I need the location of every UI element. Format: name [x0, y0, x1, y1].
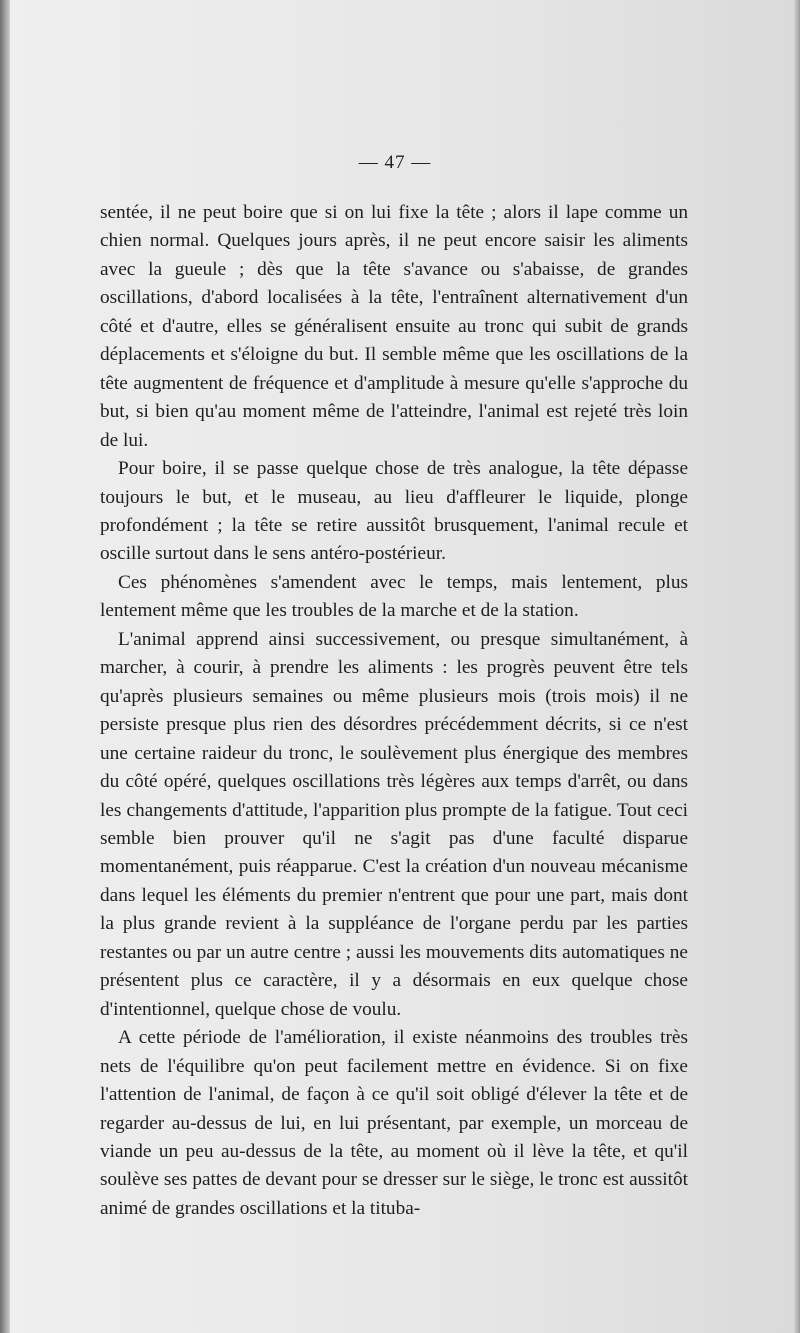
- body-text: [100, 199, 688, 1223]
- page-number-header: — 47 —: [358, 152, 432, 173]
- paragraph-improvement: Ces phénomènes s'amendent avec le temps, mais lentement, plus lentement même que les troubles de la marche et de la station.: [100, 571, 688, 622]
- paragraph-drinking: Pour boire, il se passe quelque chose de très analogue, la tête dépasse toujours le but, et le museau, au lieu d'affleurer le liquide, plonge profondément ; la tête se retire aussitôt brusquement, l'animal recule et oscille surtout dans le sens antéro-postérieur.: [100, 458, 688, 565]
- paragraph-recovery: L'animal apprend ainsi successivement, ou presque simultanément, à marcher, à courir, à prendre les aliments : les progrès peuvent être tels qu'après plusieurs semaines ou même plusieurs mois (trois mois) il ne persiste presque plus rien des désordres précédemment décrits, si ce n'est une certaine raideur du tronc, le soulèvement plus énergique des membres du côté opéré, quelques oscillations très légères aux temps d'arrêt, ou dans les changements d'attitude, l'apparition plus prompte de la fatigue. Tout ceci semble bien prouver qu'il ne s'agit pas d'une faculté disparue momentanément, puis réapparue. C'est la création d'un nouveau mécanisme dans lequel les éléments du premier n'entrent que pour une part, mais dont la plus grande revient à la suppléance de l'organe perdu par les parties restantes ou par un autre centre ; aussi les mouvements dits automatiques ne présentent plus ce caractère, il y a désormais en eux quelque chose d'intentionnel, quelque chose de voulu.: [100, 628, 688, 1020]
- paragraph-continuation: sentée, il ne peut boire que si on lui fixe la tête ; alors il lape comme un chien normal. Quelques jours après, il ne peut encore saisir les aliments avec la gueule ; dès que la tête s'avance ou s'abaisse, de grandes oscillations, d'abord localisées à la tête, l'entraînent alternativement d'un côté et d'autre, elles se généralisent ensuite au tronc qui subit de grands déplacements et s'éloigne du but. Il semble même que les oscillations de la tête augmentent de fréquence et d'amplitude à mesure qu'elle s'approche du but, si bien qu'au moment même de l'atteindre, l'animal est rejeté très loin de lui.: [100, 202, 688, 451]
- paragraph-equilibrium: A cette période de l'amélioration, il existe néanmoins des troubles très nets de l'équilibre qu'on peut facilement mettre en évidence. Si on fixe l'attention de l'animal, de façon à ce qu'il soit obligé d'élever la tête et de regarder au-dessus de lui, en lui présentant, par exemple, un morceau de viande un peu au-dessus de la tête, au moment où il lève la tête, et qu'il soulève ses pattes de devant pour se dresser sur le siège, le tronc est aussitôt animé de grandes oscillations et la tituba-: [100, 1027, 688, 1219]
